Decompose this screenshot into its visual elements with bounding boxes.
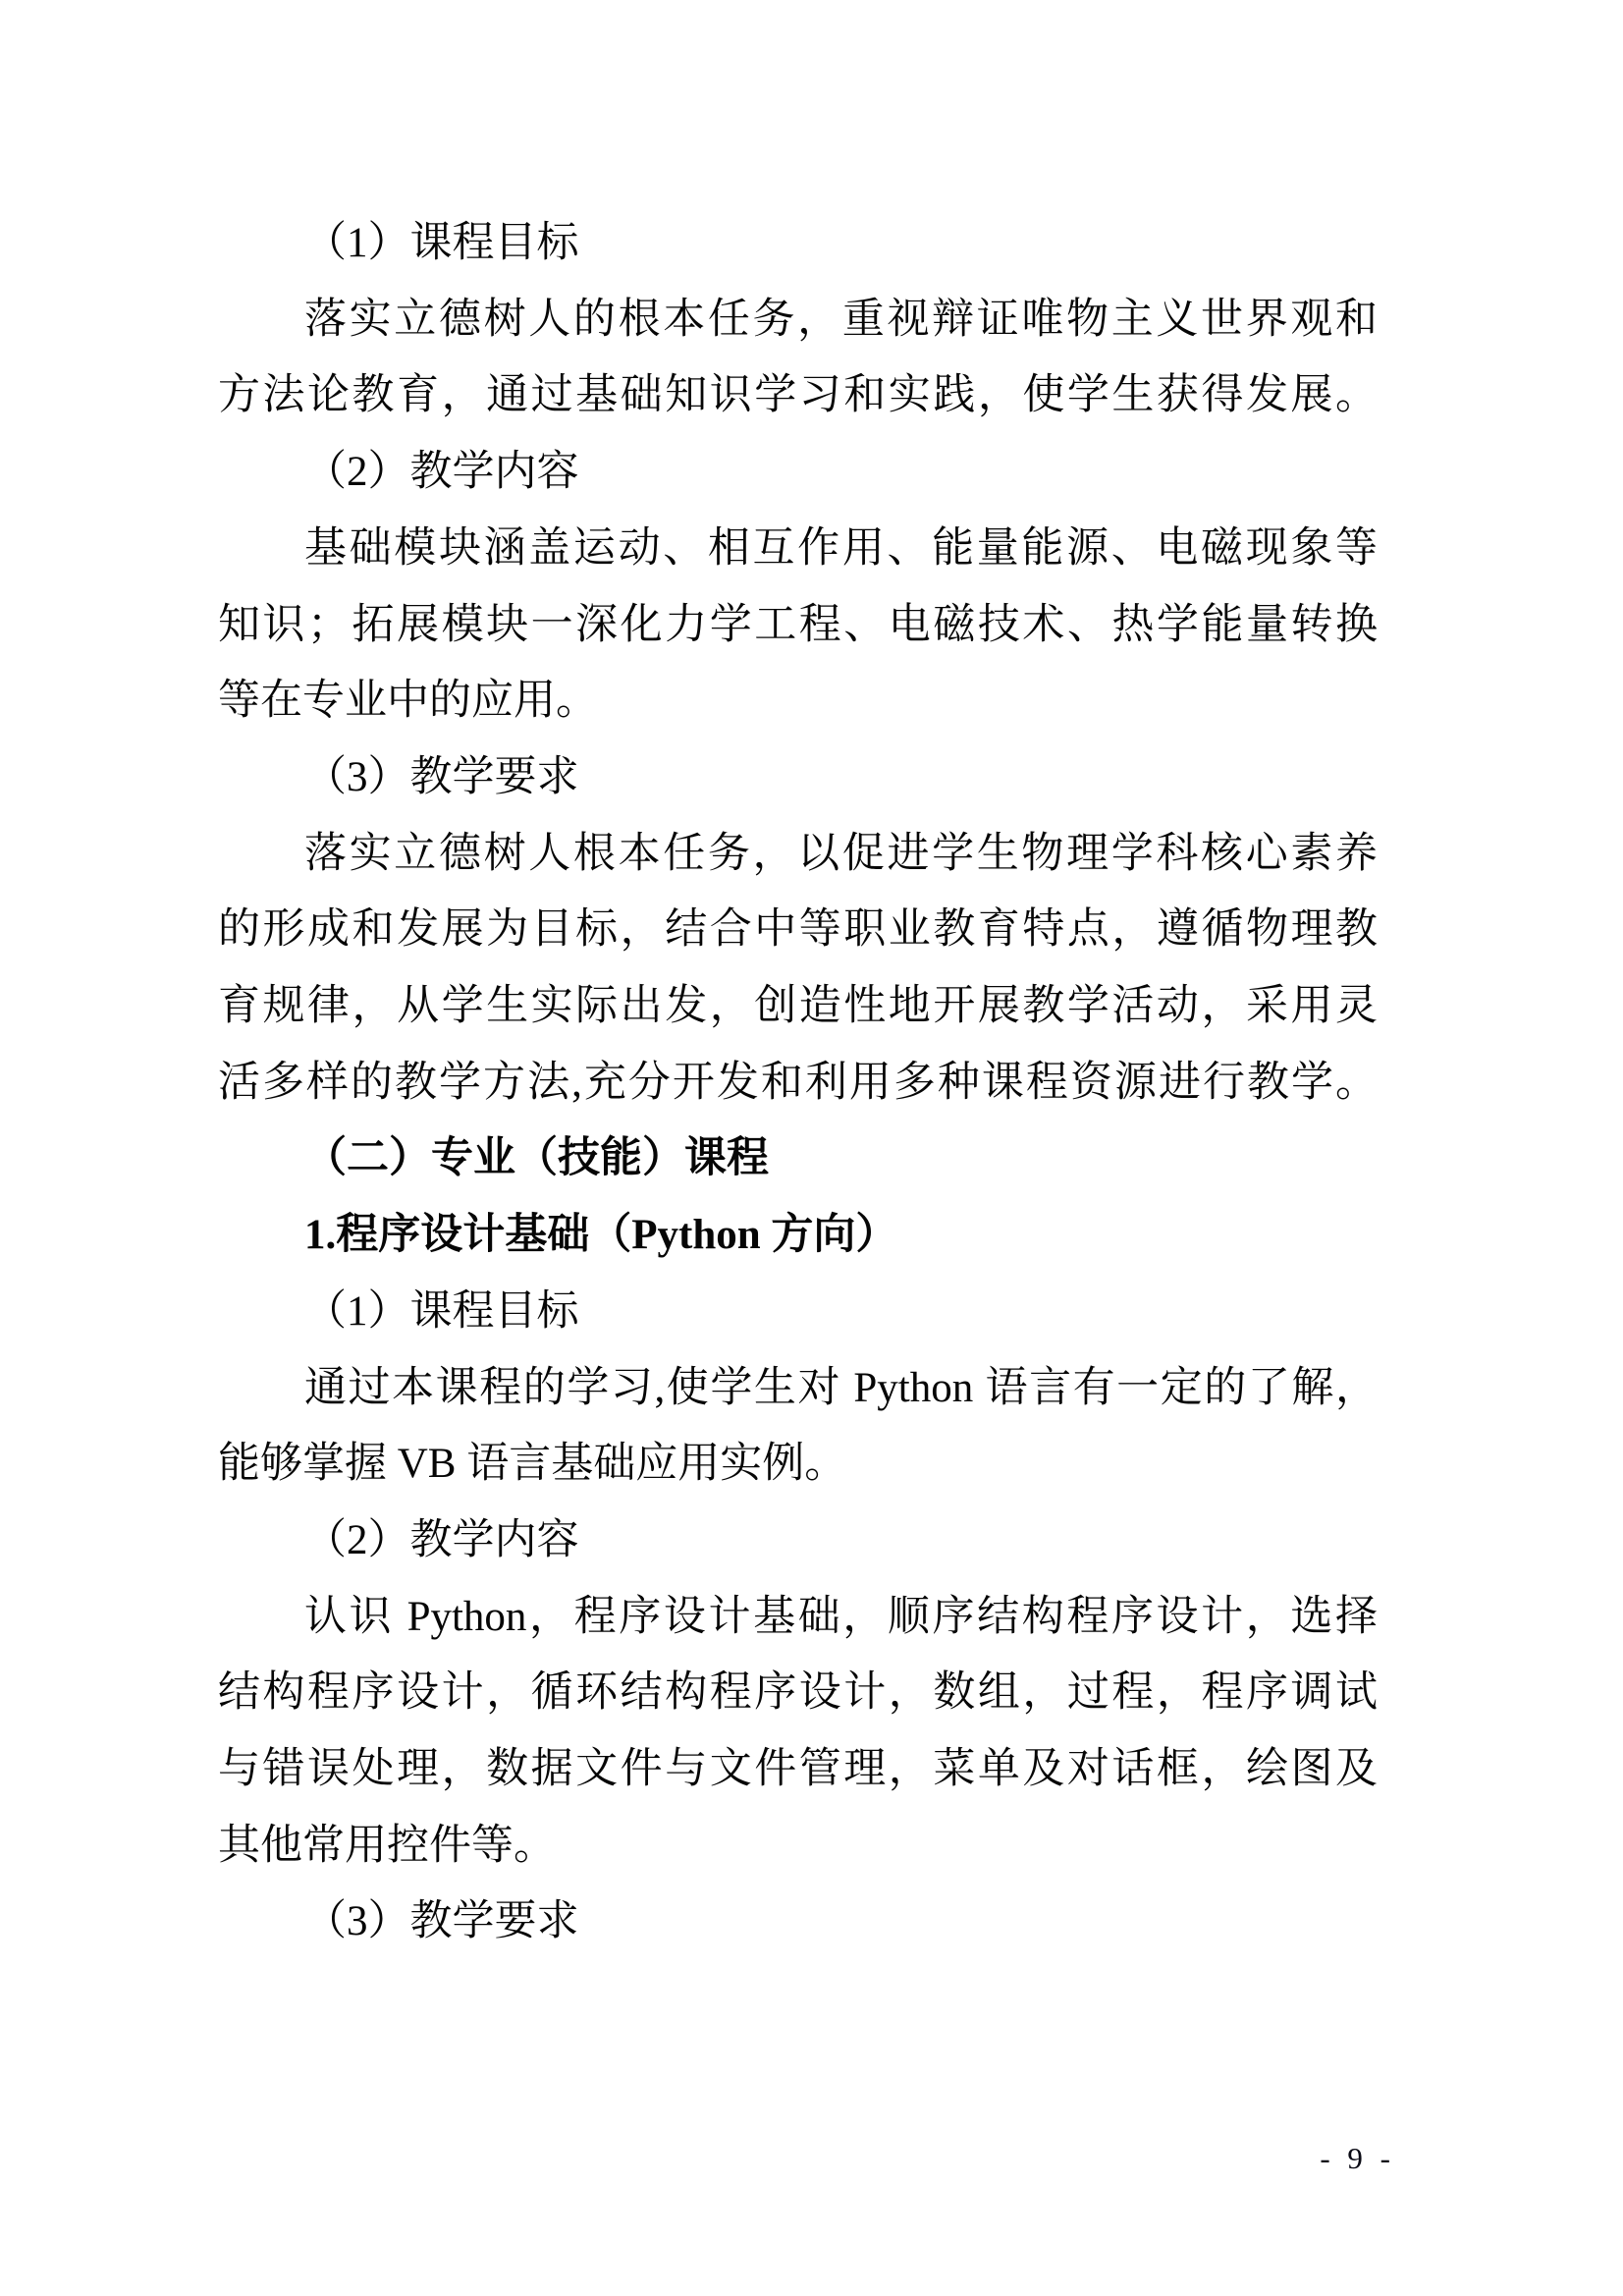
body-text-line: 基础模块涵盖运动、相互作用、能量能源、电磁现象等 — [304, 524, 1378, 572]
body-text-line: 活多样的教学方法,充分开发和利用多种课程资源进行教学。 — [218, 1059, 1378, 1106]
body-text-line: 认识 Python，程序设计基础，顺序结构程序设计，选择 — [304, 1593, 1378, 1640]
numbered-subheading: （2）教学内容 — [304, 449, 579, 496]
document-body — [218, 205, 1378, 1960]
section-heading: （二）专业（技能）课程 — [304, 1135, 769, 1182]
body-text-line: 等在专业中的应用。 — [218, 678, 598, 725]
numbered-subheading: （1）课程目标 — [304, 220, 579, 266]
numbered-subheading: （3）教学要求 — [304, 753, 579, 800]
body-text-line: 结构程序设计，循环结构程序设计，数组，过程，程序调试 — [218, 1669, 1378, 1717]
body-text-line: 能够掌握 VB 语言基础应用实例。 — [218, 1441, 847, 1488]
numbered-subheading: （2）教学内容 — [304, 1516, 579, 1563]
body-text-line: 落实立德树人的根本任务，重视辩证唯物主义世界观和 — [304, 296, 1378, 343]
course-heading: 1.程序设计基础（Python 方向） — [304, 1212, 898, 1259]
body-text-line: 与错误处理，数据文件与文件管理，菜单及对话框，绘图及 — [218, 1746, 1378, 1793]
numbered-subheading: （1）课程目标 — [304, 1287, 579, 1335]
body-text-line: 育规律，从学生实际出发，创造性地开展教学活动，采用灵 — [218, 983, 1378, 1030]
body-text-line: 的形成和发展为目标，结合中等职业教育特点，遵循物理教 — [218, 906, 1378, 954]
body-text-line: 知识；拓展模块一深化力学工程、电磁技术、热学能量转换 — [218, 601, 1378, 648]
body-text-line: 通过本课程的学习,使学生对 Python 语言有一定的了解， — [304, 1364, 1378, 1411]
numbered-subheading: （3）教学要求 — [304, 1898, 579, 1945]
body-text-line: 其他常用控件等。 — [218, 1822, 556, 1869]
body-text-line: 落实立德树人根本任务，以促进学生物理学科核心素养 — [304, 830, 1378, 877]
page-number: - 9 - — [1320, 2141, 1395, 2175]
body-text-line: 方法论教育，通过基础知识学习和实践，使学生获得发展。 — [218, 372, 1378, 419]
